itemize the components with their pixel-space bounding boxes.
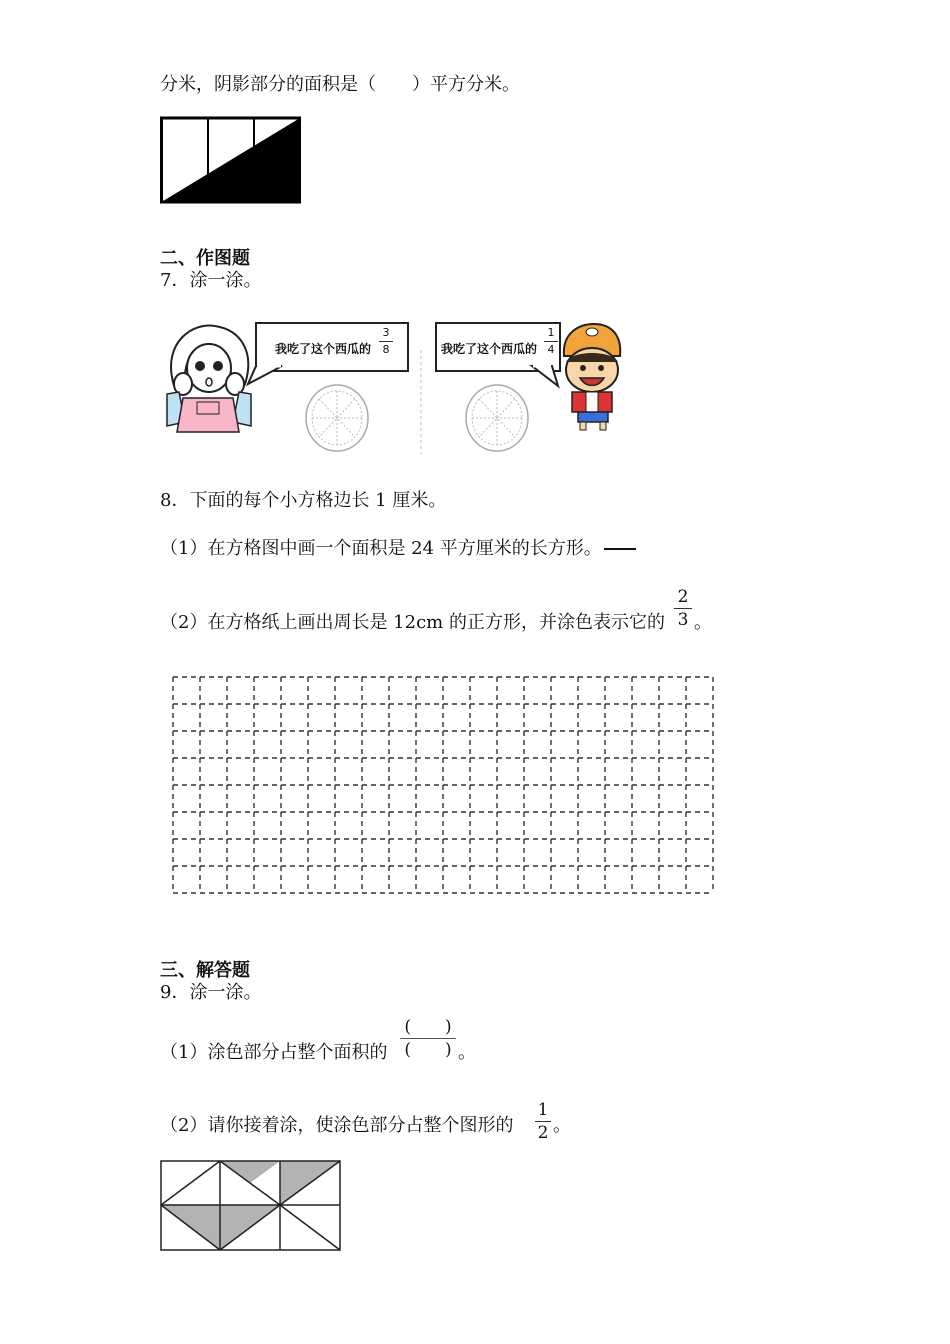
q9-blank-den[interactable]: ( ) <box>404 1040 452 1060</box>
girl-illustration <box>163 322 253 434</box>
q9-part2-end: 。 <box>553 1115 571 1136</box>
section-3-title: 三、解答题 <box>160 960 250 981</box>
girl-watermelon <box>304 383 370 453</box>
q8-frac-num: 2 <box>677 587 689 607</box>
q9-stem: 9．涂一涂。 <box>160 982 262 1003</box>
q8-part2-end: 。 <box>694 612 712 633</box>
boy-illustration <box>558 322 628 434</box>
boy-speech-text: 我吃了这个西瓜的 <box>441 342 538 356</box>
boy-watermelon <box>464 383 530 453</box>
q9-part2-fraction <box>535 1100 551 1143</box>
q8-stem: 8．下面的每个小方格边长 1 厘米。 <box>160 490 447 511</box>
q8-frac-den: 3 <box>677 610 689 630</box>
section-2-title: 二、作图题 <box>160 248 250 269</box>
center-divider <box>419 350 423 454</box>
q9-part1-text: （1）涂色部分占整个面积的 <box>160 1042 388 1063</box>
q8-part2-text: （2）在方格纸上画出周长是 12cm 的正方形，并涂色表示它的 <box>160 612 665 633</box>
boy-speech-fraction <box>544 326 558 357</box>
q9-frac-num: 1 <box>537 1100 549 1120</box>
q9-blank-num[interactable]: ( ) <box>404 1017 452 1037</box>
q8-part1 <box>160 538 636 560</box>
q7-stem: 7．涂一涂。 <box>160 270 262 291</box>
q9-triangle-figure <box>160 1160 341 1252</box>
q6-figure <box>160 116 302 206</box>
q8-part1-text: （1）在方格图中画一个面积是 24 平方厘米的长方形。 <box>160 538 602 559</box>
girl-speech-text: 我吃了这个西瓜的 <box>275 342 372 356</box>
boy-frac-den: 4 <box>547 343 555 356</box>
girl-speech-fraction <box>379 326 393 357</box>
boy-bubble-tail <box>530 364 560 388</box>
q8-part2-fraction <box>674 587 692 630</box>
q8-part1-underline <box>604 548 636 550</box>
q9-part1-blank-fraction[interactable] <box>400 1017 456 1060</box>
q9-part1-end: 。 <box>458 1042 476 1063</box>
q9-part2-text: （2）请你接着涂，使涂色部分占整个图形的 <box>160 1115 514 1136</box>
q9-frac-den: 2 <box>537 1123 549 1143</box>
girl-bubble-tail <box>246 364 286 386</box>
boy-frac-num: 1 <box>547 326 555 339</box>
girl-frac-num: 3 <box>382 326 390 339</box>
girl-frac-den: 8 <box>382 343 390 356</box>
q6-tail-text: 分米，阴影部分的面积是（ ）平方分米。 <box>160 74 520 95</box>
dashed-square-grid <box>173 677 713 893</box>
